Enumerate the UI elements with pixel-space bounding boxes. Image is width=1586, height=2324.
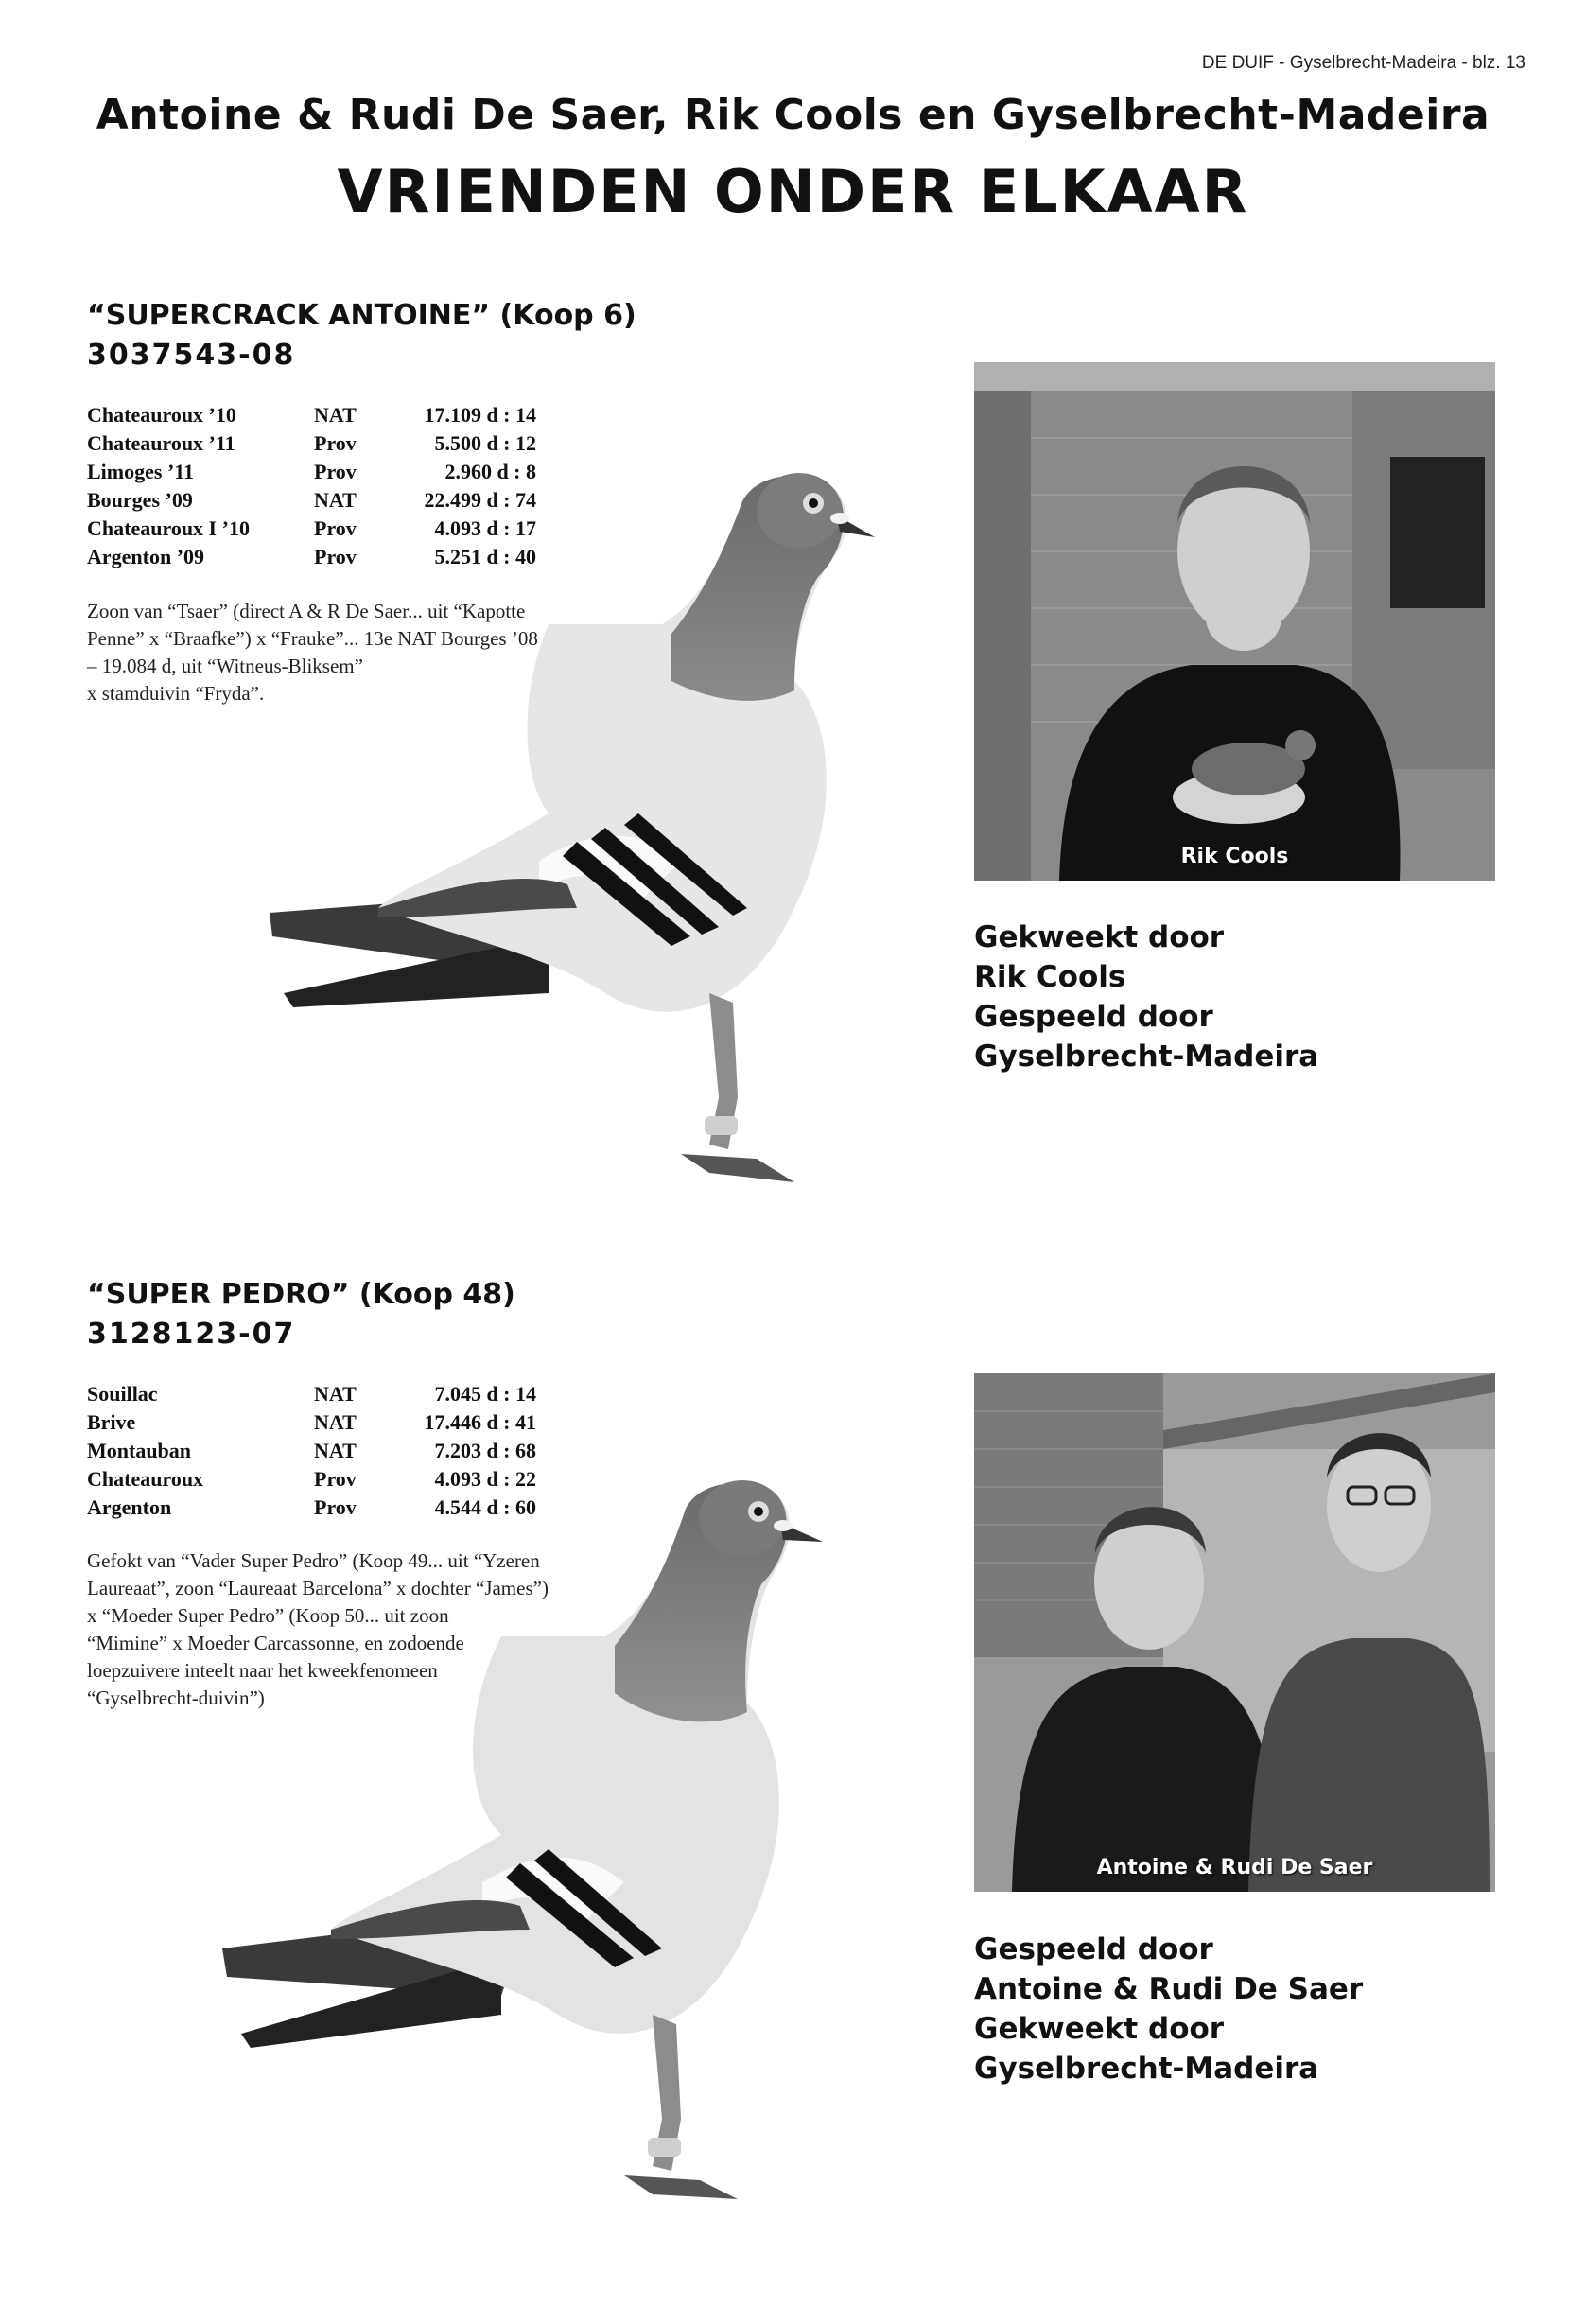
photo-illustration	[974, 362, 1495, 881]
race-level: Prov	[314, 460, 357, 483]
credit-line: Gyselbrecht-Madeira	[974, 2052, 1319, 2086]
photo-illustration	[974, 1373, 1495, 1892]
bird1-name: “SUPERCRACK ANTOINE” (Koop 6)	[87, 299, 636, 332]
description-line: Penne” x “Braafke”) x “Frauke”... 13e NAT Bourges ’08	[87, 627, 538, 650]
race-result: 17.446 d : 41	[424, 1410, 536, 1434]
credit-line: Gespeeld door	[974, 1000, 1213, 1034]
bird1-credits	[974, 917, 1318, 1076]
description-line: x stamduivin “Fryda”.	[87, 682, 265, 705]
race-level: NAT	[314, 1410, 357, 1434]
race-level: NAT	[314, 1439, 357, 1462]
race-level: Prov	[314, 516, 357, 540]
pigeon-photo	[218, 1466, 898, 2204]
race-result: 5.251 d : 40	[434, 545, 536, 568]
race-result: 7.203 d : 68	[434, 1439, 536, 1462]
race-name: Chateauroux I ’10	[87, 516, 250, 540]
race-name: Argenton	[87, 1495, 172, 1519]
description-line: x “Moeder Super Pedro” (Koop 50... uit zoon	[87, 1604, 449, 1627]
credit-line: Gekweekt door	[974, 920, 1225, 954]
rik-cools-photo	[974, 362, 1495, 881]
bird1-ring: 3037543-08	[87, 339, 296, 372]
table-row	[87, 401, 536, 429]
description-line: loepzuivere inteelt naar het kweekfenomeen	[87, 1659, 438, 1682]
description-line: “Mimine” x Moeder Carcassonne, en zodoende	[87, 1632, 464, 1654]
race-name: Souillac	[87, 1382, 158, 1406]
credit-line: Gyselbrecht-Madeira	[974, 1040, 1319, 1074]
credit-line: Rik Cools	[974, 960, 1126, 994]
table-row	[87, 429, 536, 458]
race-name: Bourges ’09	[87, 488, 193, 512]
race-result: 2.960 d : 8	[444, 460, 536, 483]
race-name: Limoges ’11	[87, 460, 195, 483]
credit-line: Gekweekt door	[974, 2012, 1225, 2046]
race-name: Chateauroux ’10	[87, 403, 236, 427]
antoine-rudi-photo	[974, 1373, 1495, 1892]
race-result: 7.045 d : 14	[434, 1382, 536, 1406]
race-level: Prov	[314, 545, 357, 568]
bird2-name: “SUPER PEDRO” (Koop 48)	[87, 1278, 515, 1311]
race-level: Prov	[314, 431, 357, 455]
race-result: 4.093 d : 17	[434, 516, 536, 540]
photo-caption: Rik Cools	[1180, 845, 1289, 868]
description-line: Zoon van “Tsaer” (direct A & R De Saer... uit “Kapotte	[87, 600, 526, 622]
bird2-credits	[974, 1930, 1363, 2088]
description-line: Gefokt van “Vader Super Pedro” (Koop 49... uit “Yzeren	[87, 1549, 540, 1572]
table-row	[87, 1437, 536, 1465]
description-line: “Gyselbrecht-duivin”)	[87, 1686, 265, 1709]
photo-caption: Antoine & Rudi De Saer	[1096, 1856, 1373, 1879]
running-head: DE DUIF - Gyselbrecht-Madeira - blz. 13	[1201, 53, 1525, 73]
race-result: 5.500 d : 12	[434, 431, 536, 455]
race-result: 4.544 d : 60	[434, 1495, 536, 1519]
bird2-ring: 3128123-07	[87, 1318, 296, 1351]
race-name: Chateauroux ’11	[87, 431, 235, 455]
description-line: – 19.084 d, uit “Witneus-Bliksem”	[87, 655, 363, 677]
credit-line: Antoine & Rudi De Saer	[974, 1972, 1364, 2006]
race-level: NAT	[314, 1382, 357, 1406]
table-row	[87, 1380, 536, 1408]
description-line: Laureaat”, zoon “Laureaat Barcelona” x dochter “James”)	[87, 1577, 549, 1599]
credit-line: Gespeeld door	[974, 1932, 1213, 1966]
race-name: Montauban	[87, 1439, 192, 1462]
race-name: Brive	[87, 1410, 136, 1434]
page-subtitle: VRIENDEN ONDER ELKAAR	[337, 157, 1249, 226]
race-result: 4.093 d : 22	[434, 1467, 536, 1491]
pigeon-photo	[265, 463, 946, 1192]
race-result: 17.109 d : 14	[424, 403, 536, 427]
race-result: 22.499 d : 74	[424, 488, 536, 512]
race-level: NAT	[314, 403, 357, 427]
race-level: Prov	[314, 1495, 357, 1519]
race-level: Prov	[314, 1467, 357, 1491]
table-row	[87, 1408, 536, 1437]
race-name: Argenton ’09	[87, 545, 205, 568]
race-level: NAT	[314, 488, 357, 512]
race-name: Chateauroux	[87, 1467, 204, 1491]
page-title: Antoine & Rudi De Saer, Rik Cools en Gyselbrecht-Madeira	[96, 91, 1490, 139]
